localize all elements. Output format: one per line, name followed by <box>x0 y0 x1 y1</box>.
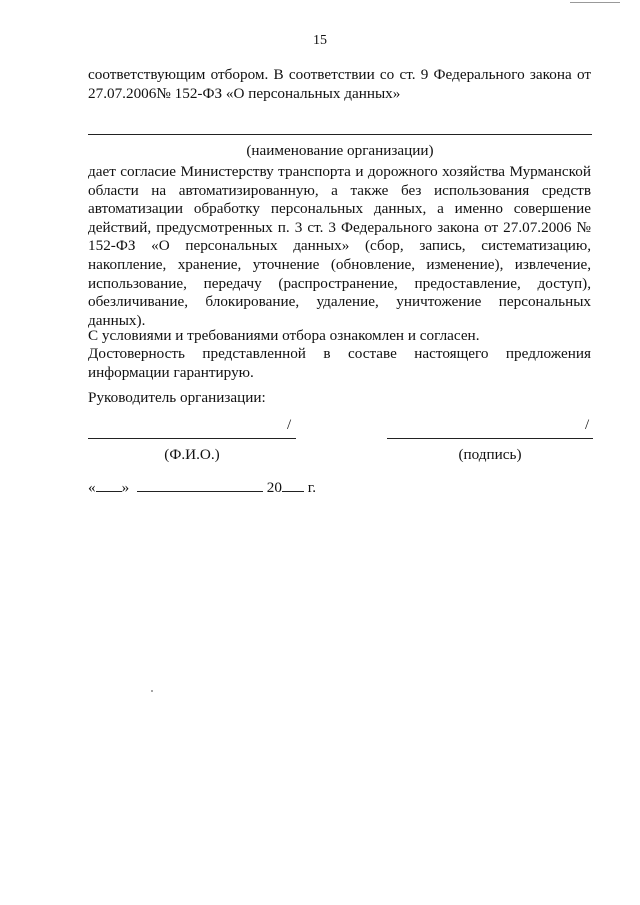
full-name-caption: (Ф.И.О.) <box>164 446 220 463</box>
consent-line: области на автоматизированную, а также без использования средств <box>88 181 591 199</box>
date-close-quote: » <box>121 479 130 496</box>
consent-line: данных). <box>88 311 146 329</box>
consent-paragraph <box>88 163 591 330</box>
head-label-text: Руководитель организации: <box>88 389 266 406</box>
page-number: 15 <box>313 33 327 48</box>
year-prefix: 20 <box>266 479 282 496</box>
guarantee-line: информации гарантирую. <box>88 363 254 381</box>
intro-paragraph <box>88 66 591 103</box>
signature-slash: / <box>585 417 590 433</box>
day-blank <box>96 479 122 492</box>
consent-line: обезличивание, блокирование, удаление, уничтожение персональных <box>88 293 591 311</box>
consent-line: 152-ФЗ «О персональных данных» (сбор, запись, систематизацию, <box>88 237 591 255</box>
scan-corner-mark <box>570 2 620 3</box>
full-name-slash: / <box>287 417 292 433</box>
acknowledgement-text: С условиями и требованиями отбора ознакомлен и согласен. <box>88 327 480 344</box>
scan-speck <box>151 690 153 692</box>
intro-line: 27.07.2006№ 152-ФЗ «О персональных данных» <box>88 84 401 102</box>
month-blank <box>137 479 263 492</box>
guarantee-line: Достоверность представленной в составе настоящего предложения <box>88 345 591 362</box>
date-line <box>88 479 316 497</box>
consent-line: дает согласие Министерству транспорта и дорожного хозяйства Мурманской <box>88 163 591 180</box>
guarantee-paragraph <box>88 345 591 382</box>
consent-line: действий, предусмотренных п. 3 ст. 3 Федерального закона от 27.07.2006 № <box>88 218 591 236</box>
organization-name-caption: (наименование организации) <box>246 142 434 159</box>
consent-line: накопление, хранение, уточнение (обновление, изменение), извлечение, <box>88 255 591 273</box>
signature-caption: (подпись) <box>458 446 522 463</box>
intro-line: соответствующим отбором. В соответствии со ст. 9 Федерального закона от <box>88 66 591 83</box>
consent-line: автоматизации обработку персональных данных, а именно совершение <box>88 200 591 218</box>
date-open-quote: « <box>88 479 96 496</box>
acknowledgement-paragraph <box>88 327 591 346</box>
consent-line: использование, передачу (распространение, предоставление, доступ), <box>88 274 591 292</box>
organization-name-line <box>88 134 592 135</box>
year-suffix: г. <box>307 479 317 496</box>
signature-line <box>387 438 593 439</box>
year-blank <box>282 479 304 492</box>
full-name-line <box>88 438 296 439</box>
head-of-organization-label <box>88 389 591 408</box>
